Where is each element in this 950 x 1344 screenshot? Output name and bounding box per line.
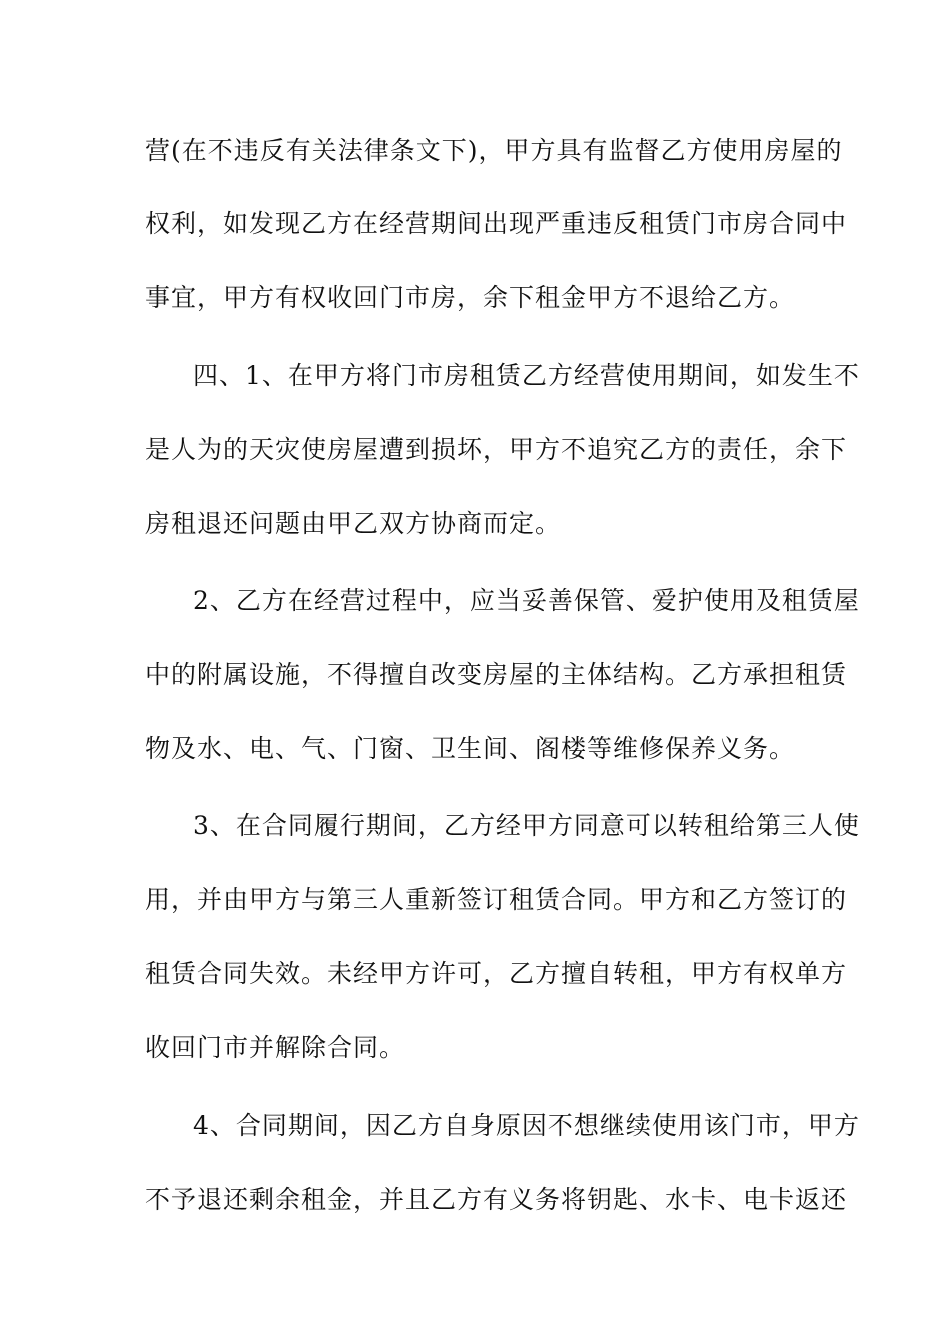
text-line-5: 是人为的天灾使房屋遭到损坏，甲方不追究乙方的责任，余下 bbox=[145, 435, 848, 464]
text-line-1: 营(在不违反有关法律条文下)，甲方具有监督乙方使用房屋的 bbox=[145, 136, 843, 165]
text-line-9: 物及水、电、气、门窗、卫生间、阁楼等维修保养义务。 bbox=[145, 734, 796, 763]
text-line-12: 租赁合同失效。未经甲方许可，乙方擅自转租，甲方有权单方 bbox=[145, 959, 848, 988]
text-line-10: 3、在合同履行期间，乙方经甲方同意可以转租给第三人使 bbox=[193, 811, 860, 840]
text-line-6: 房租退还问题由甲乙双方协商而定。 bbox=[145, 509, 562, 538]
text-line-8: 中的附属设施，不得擅自改变房屋的主体结构。乙方承担租赁 bbox=[145, 660, 848, 689]
text-line-15: 不予退还剩余租金，并且乙方有义务将钥匙、水卡、电卡返还 bbox=[145, 1185, 848, 1214]
text-line-11: 用，并由甲方与第三人重新签订租赁合同。甲方和乙方签订的 bbox=[145, 885, 848, 914]
text-line-13: 收回门市并解除合同。 bbox=[145, 1033, 406, 1062]
text-line-2: 权利，如发现乙方在经营期间出现严重违反租赁门市房合同中 bbox=[145, 209, 848, 238]
text-line-7: 2、乙方在经营过程中，应当妥善保管、爱护使用及租赁屋 bbox=[193, 586, 860, 615]
text-line-3: 事宜，甲方有权收回门市房，余下租金甲方不退给乙方。 bbox=[145, 283, 796, 312]
text-line-4: 四、1、在甲方将门市房租赁乙方经营使用期间，如发生不 bbox=[193, 361, 860, 390]
text-line-14: 4、合同期间，因乙方自身原因不想继续使用该门市，甲方 bbox=[193, 1111, 860, 1140]
